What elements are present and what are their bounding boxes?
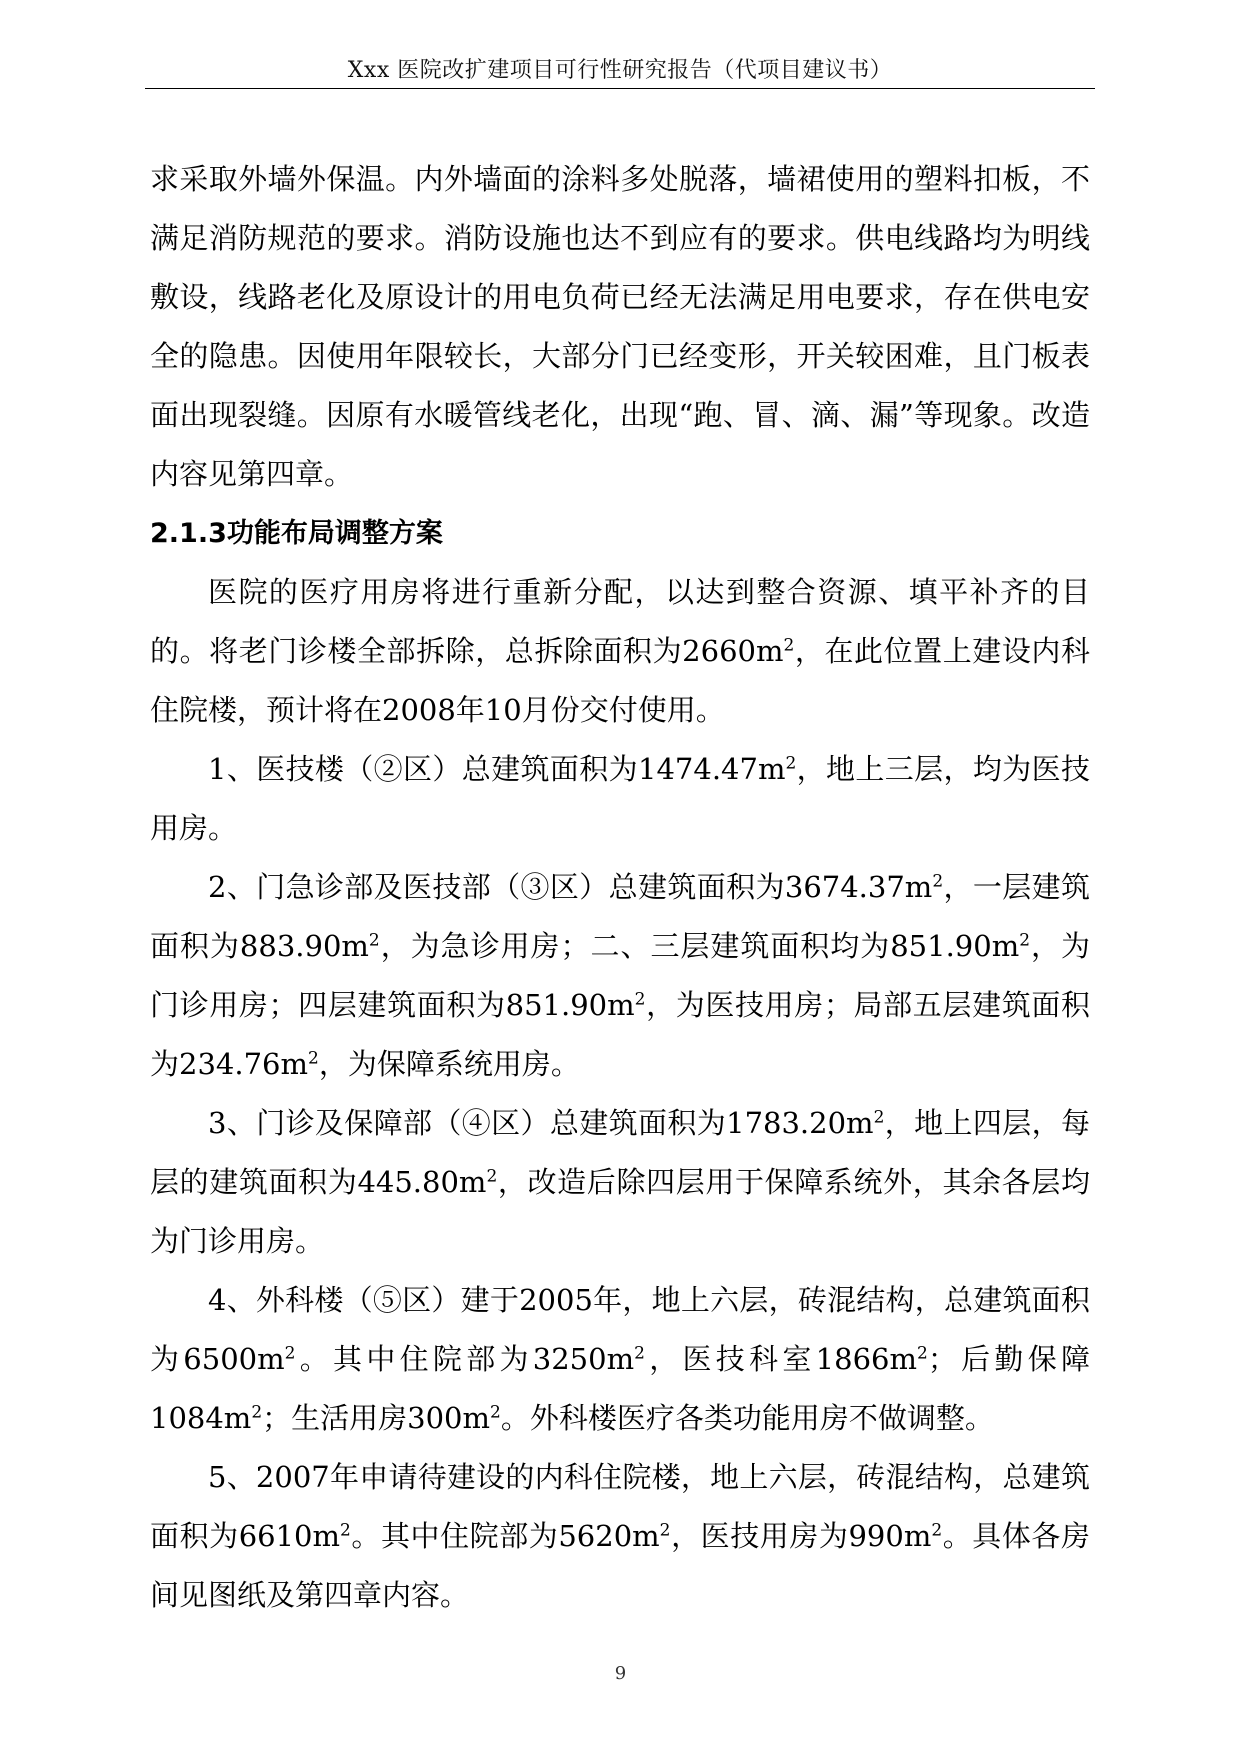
superscript: 2 — [916, 1343, 928, 1364]
superscript: 2 — [284, 1343, 296, 1364]
superscript: 2 — [932, 871, 944, 892]
superscript: 2 — [1019, 930, 1031, 951]
text-run: 2、门急诊部及医技部（③区）总建筑面积为3674.37m — [208, 870, 933, 904]
text-run: 。其中住院部为3250m — [295, 1342, 635, 1376]
text-run: ，为医技用房；局部五层建筑面积为234.76m — [150, 988, 1090, 1081]
superscript: 2 — [634, 1343, 645, 1364]
text-run: ，为保障系统用房。 — [318, 1047, 580, 1081]
superscript: 2 — [659, 1520, 671, 1541]
header-rule — [145, 88, 1095, 89]
text-run: 5、2007年申请待建设的内科住院楼，地上六层，砖混结构，总建筑面积为6610m — [150, 1460, 1090, 1553]
text-run: ，地上四层，每层的建筑面积为445.80m — [150, 1106, 1090, 1199]
text-run: ，为门诊用房；四层建筑面积为851.90m — [150, 929, 1090, 1022]
running-header: Xxx 医院改扩建项目可行性研究报告（代项目建议书） — [347, 58, 893, 83]
text-run: ；生活用房300m — [262, 1401, 490, 1435]
superscript: 2 — [486, 1166, 498, 1187]
text-run: 医院的医疗用房将进行重新分配，以达到整合资源、填平补齐的目的。将老门诊楼全部拆除，总拆除面积为2660m — [150, 575, 1090, 668]
superscript: 2 — [783, 635, 795, 656]
text-run: ，为急诊用房；二、三层建筑面积均为851.90m — [379, 929, 1020, 963]
paragraph-item-5 — [150, 1448, 1090, 1625]
text-run: 1、医技楼（②区）总建筑面积为1474.47m — [208, 752, 786, 786]
text-run: 。其中住院部为5620m — [350, 1519, 660, 1553]
text-run: ，医技科室1866m — [644, 1342, 917, 1376]
paragraph-item-4 — [150, 1271, 1090, 1448]
paragraph-item-2 — [150, 858, 1090, 1094]
text-run: 。具体各房间见图纸及第四章内容。 — [150, 1519, 1090, 1612]
superscript: 2 — [490, 1402, 501, 1423]
superscript: 2 — [251, 1402, 263, 1423]
text-run: ，改造后除四层用于保障系统外，其余各层均为门诊用房。 — [150, 1165, 1090, 1258]
superscript: 2 — [340, 1520, 351, 1541]
superscript: 2 — [873, 1107, 885, 1128]
superscript: 2 — [634, 989, 646, 1010]
text-run: ；后勤保障1084m — [150, 1342, 1090, 1435]
page-body — [150, 150, 1090, 1625]
paragraph-item-1 — [150, 740, 1090, 858]
text-run: 。外科楼医疗各类功能用房不做调整。 — [500, 1401, 994, 1435]
intro-paragraph: 求采取外墙外保温。内外墙面的涂料多处脱落，墙裙使用的塑料扣板，不满足消防规范的要求。消防设施也达不到应有的要求。供电线路均为明线敷设，线路老化及原设计的用电负荷已经无法满足用电要求，存在供电安全的隐患。因使用年限较长，大部分门已经变形，开关较困难，且门板表面出现裂缝。因原有水暖管线老化，出现“跑、冒、滴、漏”等现象。改造内容见第四章。 — [150, 162, 1090, 491]
superscript: 2 — [931, 1520, 943, 1541]
text-run: ，一层建筑面积为883.90m — [150, 870, 1090, 963]
text-run: 4、外科楼（⑤区）建于2005年，地上六层，砖混结构，总建筑面积为6500m — [150, 1283, 1090, 1376]
text-run: ，在此位置上建设内科住院楼，预计将在2008年10月份交付使用。 — [150, 634, 1090, 727]
paragraph-item-3 — [150, 1094, 1090, 1271]
text-run: 3、门诊及保障部（④区）总建筑面积为1783.20m — [208, 1106, 874, 1140]
text-run: ，医技用房为990m — [670, 1519, 932, 1553]
page-number: 9 — [614, 1663, 627, 1684]
superscript: 2 — [785, 753, 797, 774]
superscript: 2 — [307, 1048, 319, 1069]
text-run: ，地上三层，均为医技用房。 — [150, 752, 1090, 845]
superscript: 2 — [368, 930, 380, 951]
section-heading: 2.1.3功能布局调整方案 — [150, 518, 443, 549]
paragraph-overview — [150, 563, 1090, 740]
